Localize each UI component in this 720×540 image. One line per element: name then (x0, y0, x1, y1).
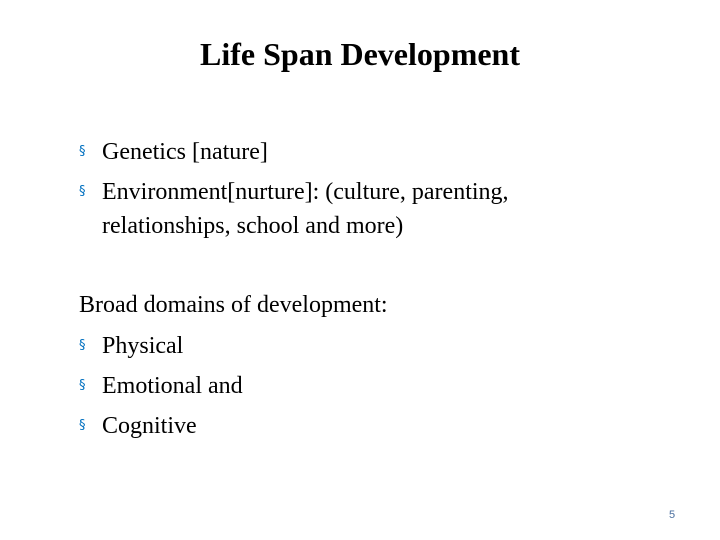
domain-text-cognitive: Cognitive (102, 413, 197, 439)
square-bullet-icon: § (79, 144, 86, 159)
square-bullet-icon: § (79, 378, 86, 393)
domain-bullet-item (79, 408, 197, 444)
domains-heading: Broad domains of development: (79, 292, 388, 318)
influence-bullet-item (79, 134, 268, 170)
slide-title: Life Span Development (200, 36, 520, 72)
square-bullet-icon: § (79, 338, 86, 353)
square-bullet-icon: § (79, 418, 86, 433)
influence-bullet-item (79, 174, 509, 210)
influence-text-genetics: Genetics [nature] (102, 139, 268, 165)
influence-text-environment: Environment[nurture]: (culture, parenting, (102, 179, 509, 205)
domain-text-physical: Physical (102, 333, 184, 359)
square-bullet-icon: § (79, 184, 86, 199)
page-number: 5 (668, 509, 676, 521)
domain-text-emotional: Emotional and (102, 373, 243, 399)
domain-bullet-item (79, 328, 183, 364)
influence-text-continuation: relationships, school and more) (102, 213, 404, 239)
domain-bullet-item (79, 368, 243, 404)
